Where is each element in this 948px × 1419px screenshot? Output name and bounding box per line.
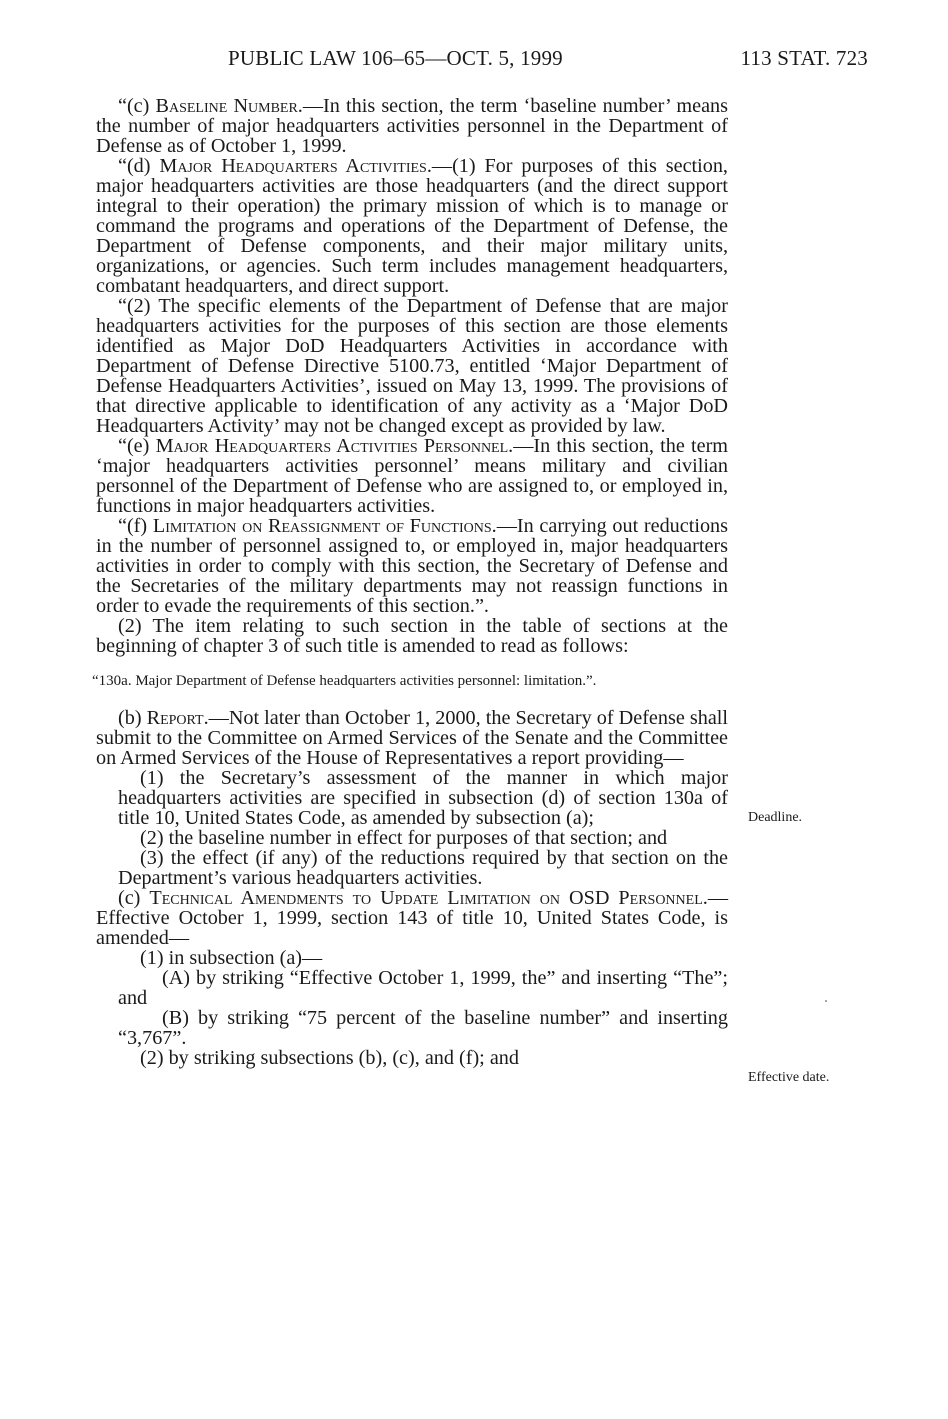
subsection-d2: “(2) The specific elements of the Department of Defense that are major headquarters activities for the purposes of this section are those elements identified as Major DoD Headquarters Activities in accordance with Department of Defense Directive 5100.73, entitled ‘Major Department of Defense Headquarters Activities’, issued on May 13, 1999. The provisions of that directive applicable to identification of any activity as a ‘Major DoD Headquarters Activity’ may not be changed except as provided by law. [96, 295, 728, 437]
margin-note-effective-date: Effective date. [748, 1070, 830, 1085]
amendment-item-1b: (B) by striking “75 percent of the baseline number” and inserting “3,767”. [118, 1007, 728, 1049]
amendment-item-1: (1) in subsection (a)— [140, 947, 323, 969]
section-heading: Major Headquarters Activities Personnel. [155, 435, 514, 457]
section-heading: Technical Amendments to Update Limitation on OSD Personnel. [149, 887, 708, 909]
margin-note-deadline: Deadline. [748, 810, 803, 825]
section-heading: Baseline Number. [155, 95, 303, 117]
subsection-c-baseline: “(c) Baseline Number.—In this section, the term ‘baseline number’ means the number of major headquarters activities personnel in the Department of Defense as of October 1, 1999. [96, 95, 728, 157]
scan-speck [825, 1000, 827, 1002]
amendment-item-2: (2) by striking subsections (b), (c), and (f); and [140, 1047, 519, 1069]
section-heading: Major Headquarters Activities. [159, 155, 432, 177]
subsection-e-personnel: “(e) Major Headquarters Activities Personnel.—In this section, the term ‘major headquarters activities personnel’ means military and civilian personnel of the Department of Defense who are assigned to, or employed in, functions in major headquarters activities. [96, 435, 728, 517]
subsection-d-major-hq: “(d) Major Headquarters Activities.—(1) For purposes of this section, major headquarters activities are those headquarters (and the direct support integral to their operation) the primary mission of which is to manage or command the programs and operations of the Department of Defense, the Department of Defense components, and their major military units, organizations, or agencies. Such term includes management headquarters, combatant headquarters, and direct support. [96, 155, 728, 297]
subsection-c-technical-amendments: (c) Technical Amendments to Update Limitation on OSD Personnel.—Effective October 1, 1999, section 143 of title 10, United States Code, is amended— [96, 887, 728, 949]
report-item-3: (3) the effect (if any) of the reductions required by that section on the Department’s various headquarters activities. [118, 847, 728, 889]
page-header [228, 46, 868, 76]
statute-reference: 113 STAT. 723 [740, 46, 868, 70]
table-of-sections-entry: “130a. Major Department of Defense headquarters activities personnel: limitation.”. [92, 673, 597, 689]
report-item-1: (1) the Secretary’s assessment of the manner in which major headquarters activities are specified in subsection (d) of section 130a of title 10, United States Code, as amended by subsection (a); [118, 767, 728, 829]
section-heading: Limitation on Reassignment of Functions. [152, 515, 497, 537]
subsection-b-report: (b) Report.—Not later than October 1, 2000, the Secretary of Defense shall submit to the Committee on Armed Services of the Senate and the Committee on Armed Services of the House of Representatives a report providing— [96, 707, 728, 769]
subsection-f-limitation: “(f) Limitation on Reassignment of Functions.—In carrying out reductions in the number of personnel assigned to, or employed in, major headquarters activities in order to comply with this section, the Secretary of Defense and the Secretaries of the military departments may not reassign functions in order to evade the requirements of this section.”. [96, 515, 728, 617]
amendment-item-1a: (A) by striking “Effective October 1, 1999, the” and inserting “The”; and [118, 967, 728, 1009]
report-item-2: (2) the baseline number in effect for purposes of that section; and [140, 827, 668, 849]
section-heading: Report. [146, 707, 209, 729]
document-body [92, 95, 728, 1069]
law-title: PUBLIC LAW 106–65—OCT. 5, 1999 [228, 46, 563, 70]
item-2-table-amendment: (2) The item relating to such section in the table of sections at the beginning of chapter 3 of such title is amended to read as follows: [96, 615, 728, 657]
